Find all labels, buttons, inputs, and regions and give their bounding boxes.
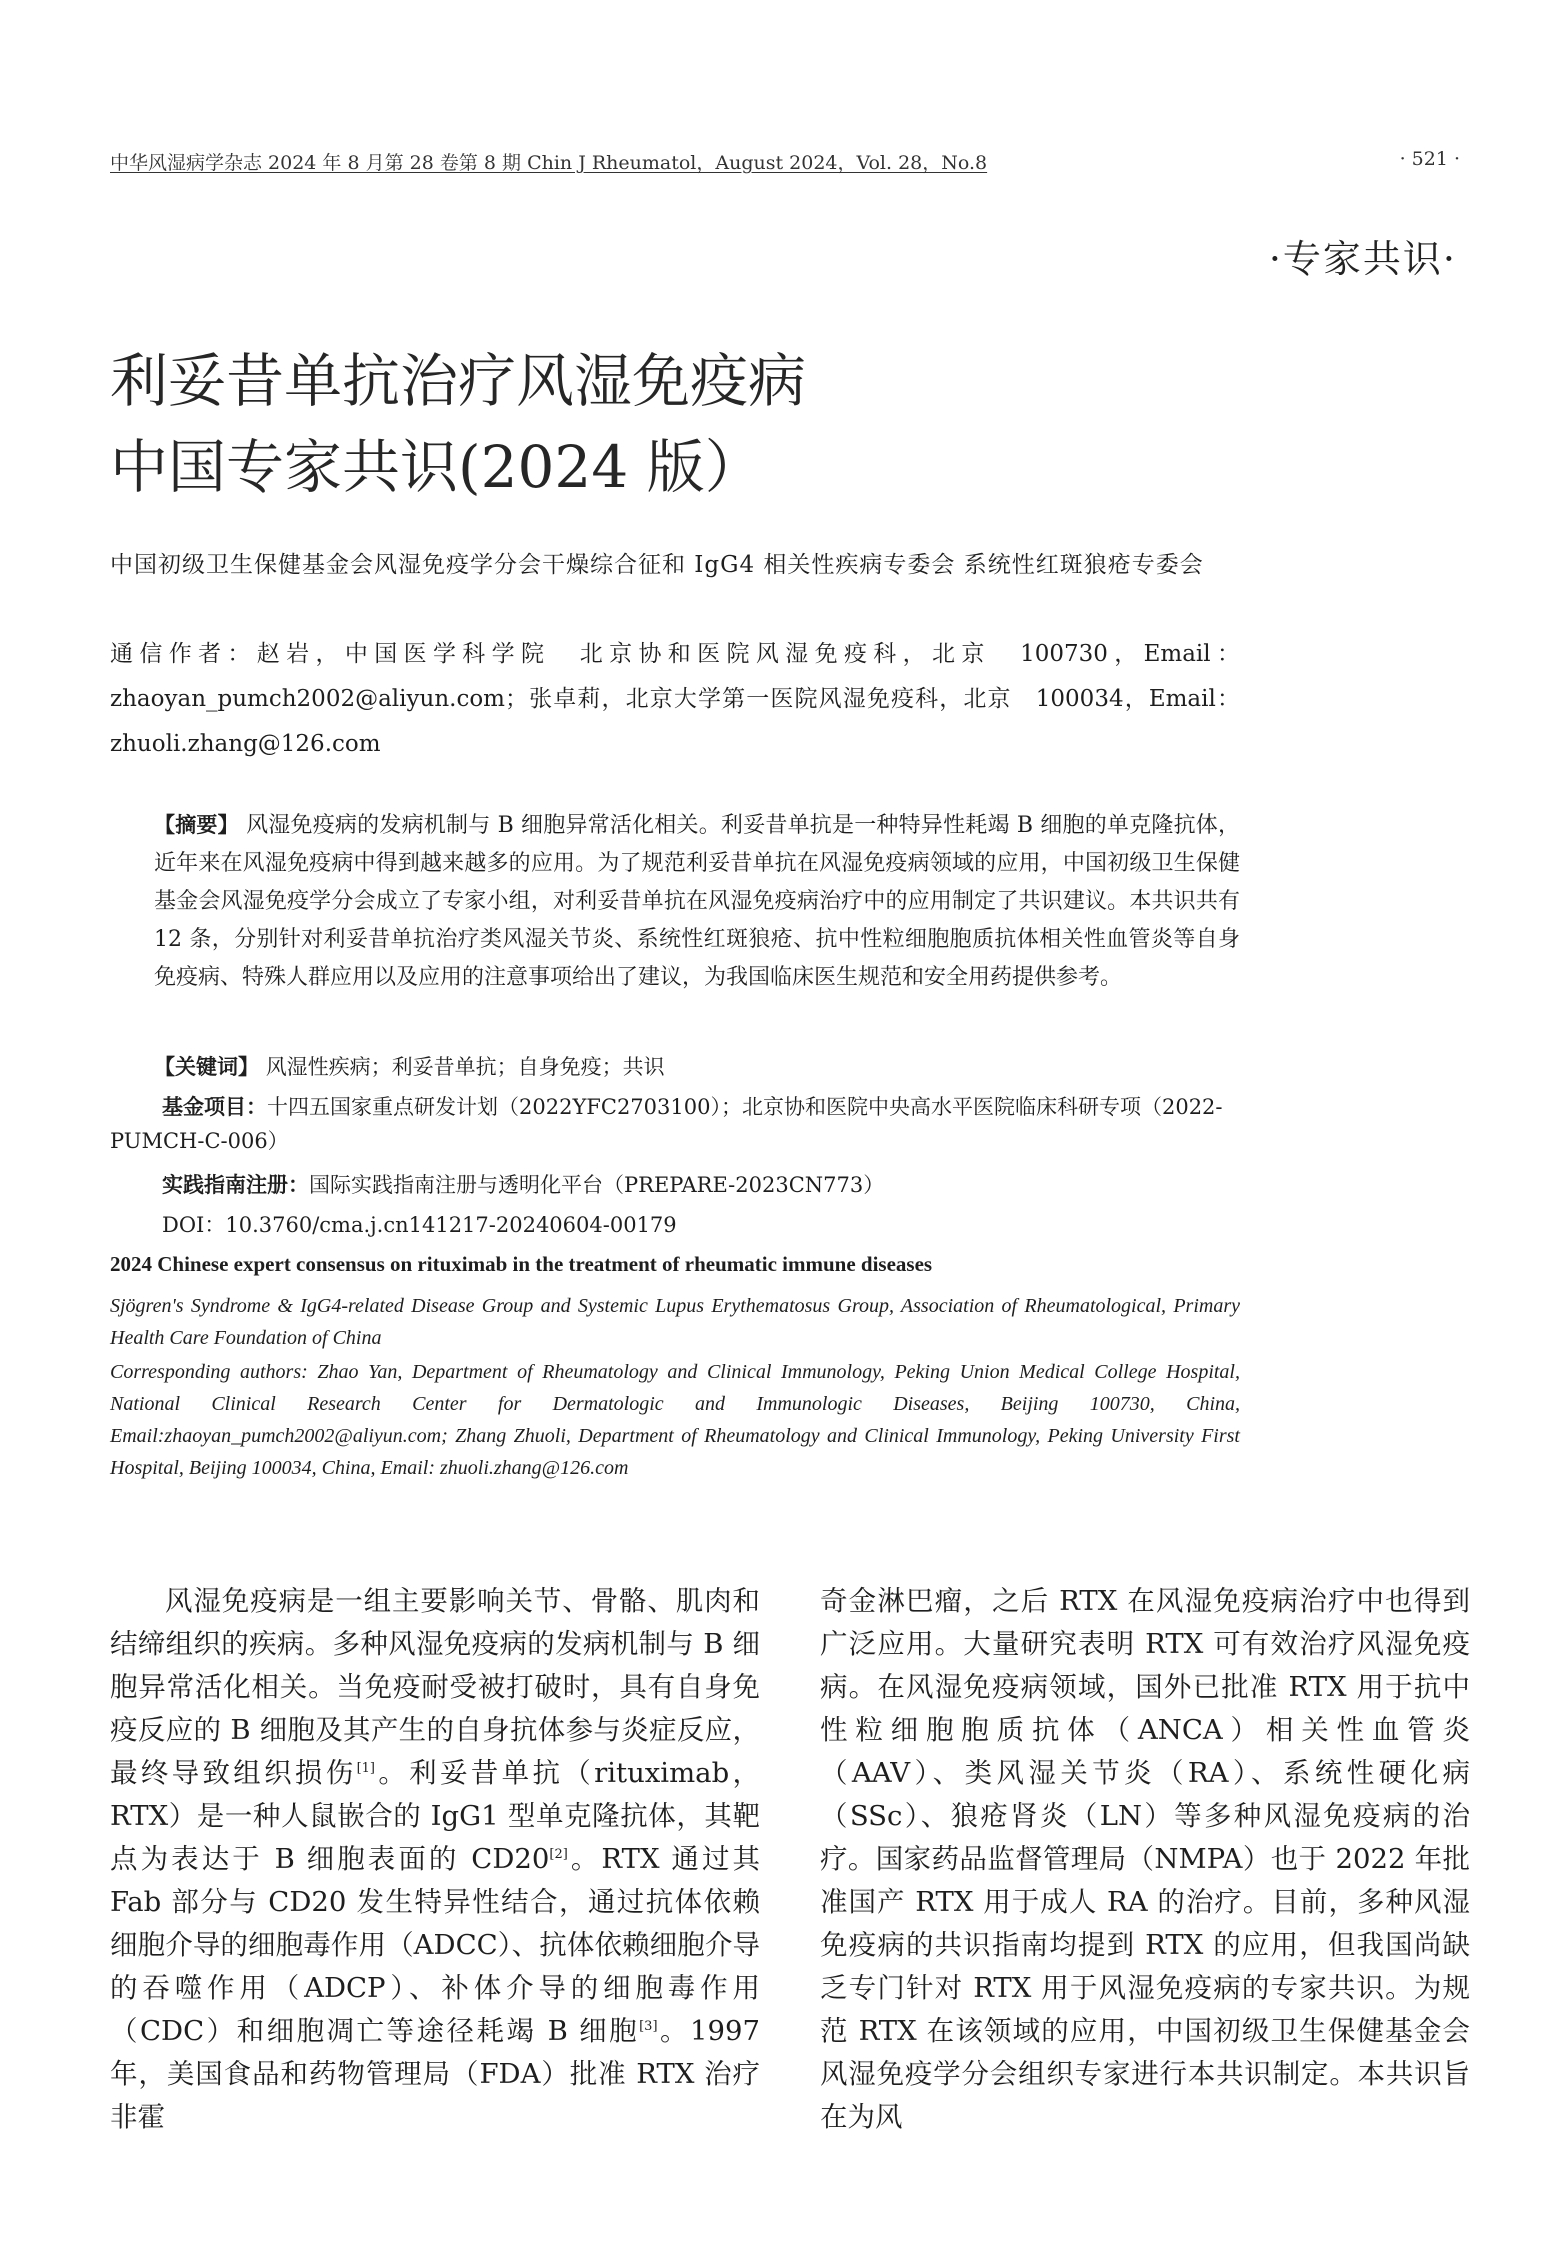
reference-1[interactable]: [1] [356, 1760, 376, 1776]
abstract-label: 【摘要】 [154, 813, 239, 837]
registration-label: 实践指南注册： [162, 1173, 309, 1197]
english-title: 2024 Chinese expert consensus on rituximab in the treatment of rheumatic immune diseases [110, 1252, 933, 1276]
reference-3[interactable]: [3] [639, 2018, 658, 2034]
english-groups: Sjögren's Syndrome & IgG4-related Disease Group and Systemic Lupus Erythematosus Group, Association of Rheumatological, Primary Health Care Foundation of China [110, 1295, 1240, 1349]
keywords-label: 【关键词】 [154, 1055, 259, 1079]
page-number: · 521 · [1399, 148, 1460, 170]
funding-text: 十四五国家重点研发计划（2022YFC2703100）；北京协和医院中央高水平医院临床科研专项（2022-PUMCH-C-006） [110, 1095, 1223, 1153]
title-line-1: 利妥昔单抗治疗风湿免疫病 [110, 347, 807, 415]
corresponding-authors: 通信作者：赵岩，中国医学科学院 北京协和医院风湿免疫科，北京 100730，Email：zhaoyan_pumch2002@aliyun.com；张卓莉，北京大学第一医院风湿免疫科，北京 100034，Email：zhuoli.zhang@126.com [110, 641, 1240, 757]
registration-text: 国际实践指南注册与透明化平台（PREPARE-2023CN773） [309, 1173, 885, 1197]
abstract [110, 806, 1240, 997]
body-text: 。RTX 通过其 Fab 部分与 CD20 发生特异性结合，通过抗体依赖细胞介导的细胞毒作用（ADCC）、抗体依赖细胞介导的吞噬作用（ADCP）、补体介导的细胞毒作用（CDC）和细胞凋亡等途径耗竭 B 细胞 [110, 1843, 761, 2047]
body-paragraph-continued: 奇金淋巴瘤，之后 RTX 在风湿免疫病治疗中也得到广泛应用。大量研究表明 RTX 可有效治疗风湿免疫病。在风湿免疫病领域，国外已批准 RTX 用于抗中性粒细胞胞质抗体（ANCA）相关性血管炎（AAV）、类风湿关节炎（RA）、系统性硬化病（SSc）、狼疮肾炎（LN）等多种风湿免疫病的治疗。国家药品监督管理局（NMPA）也于 2022 年批准国产 RTX 用于成人 RA 的治疗。目前，多种风湿免疫病的共识指南均提到 RTX 的应用，但我国尚缺乏专门针对 RTX 用于风湿免疫病的专家共识。为规范 RTX 在该领域的应用，中国初级卫生保健基金会风湿免疫学分会组织专家进行本共识制定。本共识旨在为风 [820, 1585, 1470, 2133]
article-title [110, 338, 806, 510]
english-corresponding: Corresponding authors: Zhao Yan, Department of Rheumatology and Clinical Immunology, Peking Union Medical College Hospital, National Clinical Research Center for Dermatologic and Immunologic Diseases, Beijing 100730, China, Email:zhaoyan_pumch2002@aliyun.com; Zhang Zhuoli, Department of Rheumatology and Clinical Immunology, Peking University First Hospital, Beijing 100034, China, Email: zhuoli.zhang@126.com [110, 1361, 1240, 1479]
body-column-1 [110, 1580, 760, 2139]
body-column-2 [820, 1580, 1470, 2139]
keywords-text: 风湿性疾病；利妥昔单抗；自身免疫；共识 [265, 1055, 665, 1079]
journal-citation: 中华风湿病学杂志 2024 年 8 月第 28 卷第 8 期 Chin J Rheumatol，August 2024，Vol. 28，No.8 [110, 152, 988, 174]
abstract-text: 风湿免疫病的发病机制与 B 细胞异常活化相关。利妥昔单抗是一种特异性耗竭 B 细胞的单克隆抗体，近年来在风湿免疫病中得到越来越多的应用。为了规范利妥昔单抗在风湿免疫病领域的应用，中国初级卫生保健基金会风湿免疫学分会成立了专家小组，对利妥昔单抗在风湿免疫病治疗中的应用制定了共识建议。本共识共有 12 条，分别针对利妥昔单抗治疗类风湿关节炎、系统性红斑狼疮、抗中性粒细胞胞质抗体相关性血管炎等自身免疫病、特殊人群应用以及应用的注意事项给出了建议，为我国临床医生规范和安全用药提供参考。 [154, 813, 1241, 990]
body-text: 。1997 年，美国食品和药物管理局（FDA）批准 RTX 治疗非霍 [110, 2015, 760, 2133]
section-tag: ·专家共识· [1268, 237, 1457, 281]
doi: DOI：10.3760/cma.j.cn141217-20240604-00179 [162, 1213, 677, 1237]
body-text: 风湿免疫病是一组主要影响关节、骨骼、肌肉和结缔组织的疾病。多种风湿免疫病的发病机制与 B 细胞异常活化相关。当免疫耐受被打破时，具有自身免疫反应的 B 细胞及其产生的自身抗体参与炎症反应，最终导致组织损伤 [110, 1585, 760, 1789]
funding [110, 1090, 1240, 1158]
title-line-2: 中国专家共识(2024 版） [110, 433, 763, 501]
body-paragraph [110, 1580, 760, 2139]
reference-2[interactable]: [2] [549, 1846, 568, 1862]
keywords [110, 1050, 1240, 1084]
funding-label: 基金项目： [162, 1095, 267, 1119]
body-text: 。利妥昔单抗（rituximab，RTX）是一种人鼠嵌合的 IgG1 型单克隆抗体，其靶点为表达于 B 细胞表面的 CD20 [110, 1757, 761, 1875]
author-groups: 中国初级卫生保健基金会风湿免疫学分会干燥综合征和 IgG4 相关性疾病专委会 系统性红斑狼疮专委会 [110, 552, 1204, 578]
registration [110, 1168, 1240, 1202]
